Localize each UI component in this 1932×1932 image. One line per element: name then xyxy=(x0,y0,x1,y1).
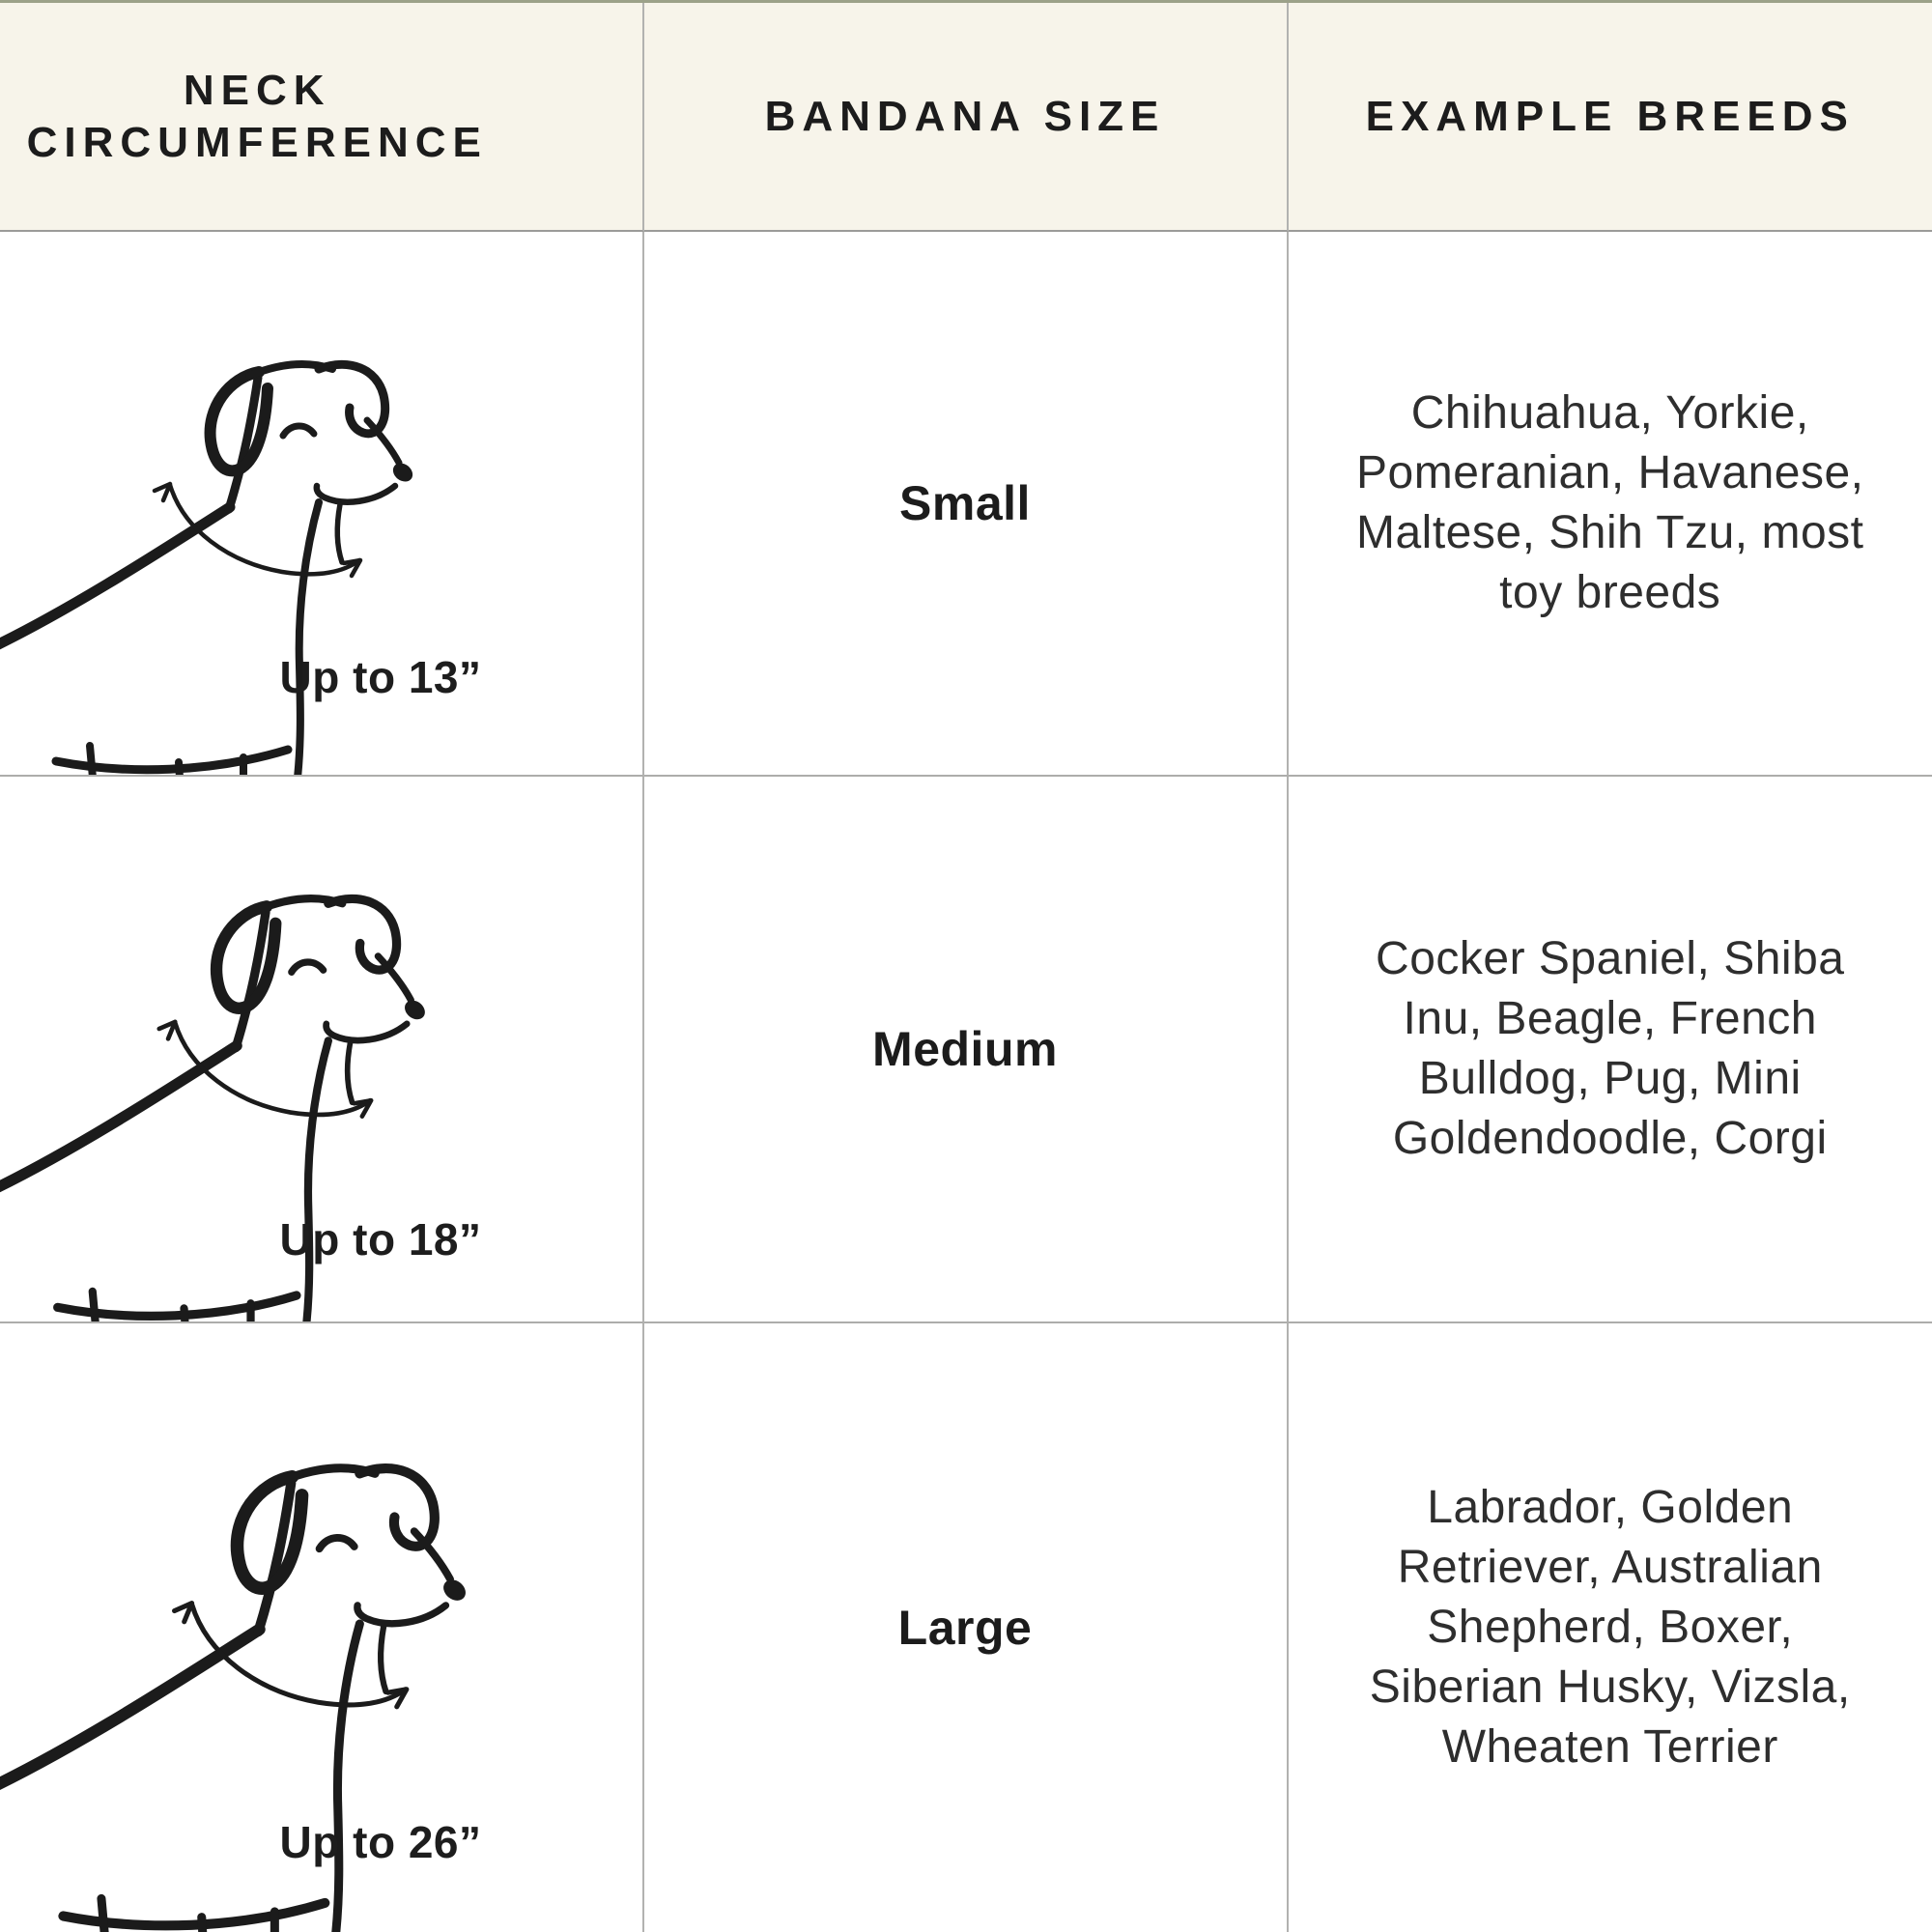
bandana-size-label: Small xyxy=(899,476,1031,530)
size-cell-small xyxy=(644,232,1289,777)
neck-measurement-label: Up to 18” xyxy=(279,1214,482,1264)
neck-cell-small xyxy=(0,232,644,777)
header-label: BANDANA SIZE xyxy=(764,92,1166,140)
breeds-cell-small xyxy=(1289,232,1932,777)
breed-list: Labrador, Golden Retriever, Australian Shepherd, Boxer, Siberian Husky, Vizsla, Wheaten Terrier xyxy=(1369,1482,1851,1773)
size-chart-table xyxy=(0,3,1932,1932)
breed-list: Chihuahua, Yorkie, Pomeranian, Havanese, Maltese, Shih Tzu, most toy breeds xyxy=(1356,387,1864,618)
neck-cell-medium xyxy=(0,777,644,1323)
neck-measurement-label: Up to 13” xyxy=(279,652,482,702)
header-label: EXAMPLE BREEDS xyxy=(1365,92,1855,140)
header-bandana-size xyxy=(644,3,1289,232)
header-neck-circumference xyxy=(0,3,644,232)
neck-measurement-label: Up to 26” xyxy=(279,1817,482,1867)
breeds-cell-large xyxy=(1289,1323,1932,1932)
size-cell-medium xyxy=(644,777,1289,1323)
neck-cell-large xyxy=(0,1323,644,1932)
header-example-breeds xyxy=(1289,3,1932,232)
bandana-size-label: Large xyxy=(897,1601,1033,1655)
breed-list: Cocker Spaniel, Shiba Inu, Beagle, French Bulldog, Pug, Mini Goldendoodle, Corgi xyxy=(1376,933,1845,1164)
bandana-size-label: Medium xyxy=(872,1022,1058,1076)
header-label: NECK CIRCUMFERENCE xyxy=(26,66,488,166)
breeds-cell-medium xyxy=(1289,777,1932,1323)
size-cell-large xyxy=(644,1323,1289,1932)
